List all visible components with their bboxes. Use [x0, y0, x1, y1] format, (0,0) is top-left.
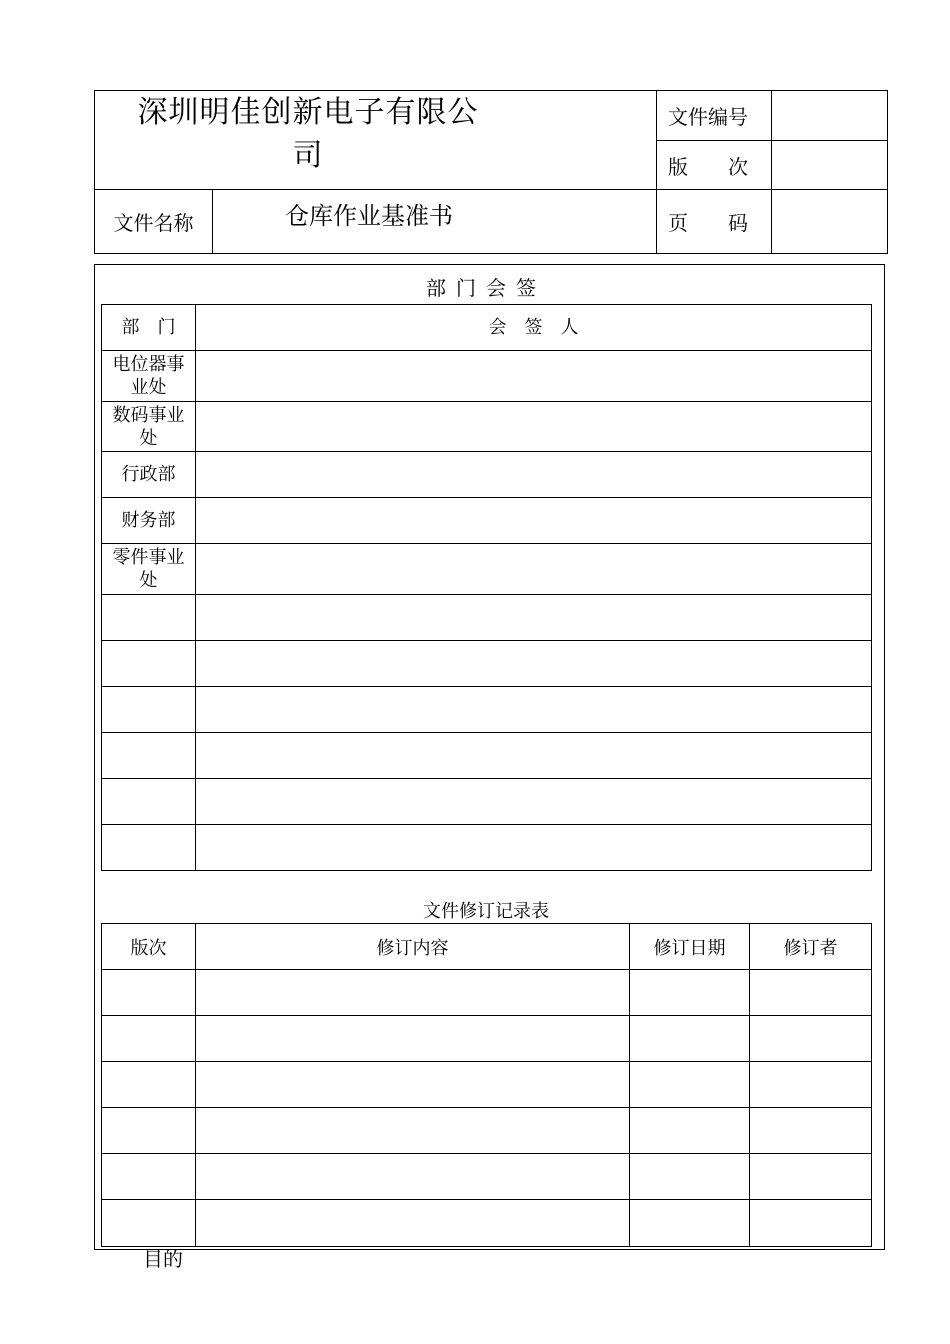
table-row [102, 402, 872, 452]
revision-col-content: 修订内容 [196, 924, 630, 970]
revision-date-cell[interactable] [630, 1108, 750, 1154]
signer-cell[interactable] [196, 544, 872, 595]
revision-col-reviser: 修订者 [750, 924, 872, 970]
revision-reviser-cell[interactable] [750, 1062, 872, 1108]
table-row [102, 733, 872, 779]
revision-date-cell[interactable] [630, 1016, 750, 1062]
revision-version-cell[interactable] [102, 1108, 196, 1154]
dept-cell: 零件事业处 [102, 544, 196, 595]
file-name-label: 文件名称 [95, 190, 213, 254]
signoff-col-dept: 部 门 [102, 305, 196, 351]
signer-cell[interactable] [196, 498, 872, 544]
revision-date-cell[interactable] [630, 970, 750, 1016]
table-row [102, 498, 872, 544]
signer-cell[interactable] [196, 351, 872, 402]
revision-version-cell[interactable] [102, 970, 196, 1016]
signer-cell[interactable] [196, 595, 872, 641]
signer-cell[interactable] [196, 452, 872, 498]
file-name-value: 仓库作业基准书 [213, 190, 657, 254]
dept-cell [102, 825, 196, 871]
purpose-heading: 目的 [143, 1247, 183, 1271]
revision-date-cell[interactable] [630, 1062, 750, 1108]
dept-cell [102, 733, 196, 779]
revision-table [101, 923, 872, 1247]
version-value [772, 141, 888, 190]
dept-cell: 财务部 [102, 498, 196, 544]
signer-cell[interactable] [196, 687, 872, 733]
revision-date-cell[interactable] [630, 1200, 750, 1247]
table-row [102, 687, 872, 733]
revision-version-cell[interactable] [102, 1016, 196, 1062]
page-number-value [772, 190, 888, 254]
version-label: 版 次 [657, 141, 772, 190]
signoff-table [101, 304, 872, 871]
revision-content-cell[interactable] [196, 1062, 630, 1108]
file-number-value [772, 91, 888, 141]
signoff-title: 部门会签 [426, 276, 546, 300]
dept-cell [102, 641, 196, 687]
file-number-label: 文件编号 [657, 91, 772, 141]
table-row [102, 595, 872, 641]
signer-cell[interactable] [196, 733, 872, 779]
table-row [102, 544, 872, 595]
revision-reviser-cell[interactable] [750, 1108, 872, 1154]
dept-cell: 电位器事业处 [102, 351, 196, 402]
page-number-label: 页 码 [657, 190, 772, 254]
revision-version-cell[interactable] [102, 1154, 196, 1200]
revision-col-version: 版次 [102, 924, 196, 970]
company-name-line2: 司 [292, 138, 324, 173]
revision-content-cell[interactable] [196, 1108, 630, 1154]
table-row [102, 1016, 872, 1062]
table-row [102, 641, 872, 687]
revision-reviser-cell[interactable] [750, 1154, 872, 1200]
revision-title: 文件修订记录表 [423, 901, 549, 922]
company-name-line1: 深圳明佳创新电子有限公 [137, 95, 479, 130]
table-row [102, 452, 872, 498]
signer-cell[interactable] [196, 825, 872, 871]
revision-col-date: 修订日期 [630, 924, 750, 970]
table-row [102, 1154, 872, 1200]
table-row [102, 1108, 872, 1154]
table-row [102, 970, 872, 1016]
revision-content-cell[interactable] [196, 1200, 630, 1247]
table-row [102, 779, 872, 825]
table-row [102, 825, 872, 871]
revision-date-cell[interactable] [630, 1154, 750, 1200]
signoff-col-signer: 会 签 人 [196, 305, 872, 351]
table-row [102, 1062, 872, 1108]
dept-cell: 行政部 [102, 452, 196, 498]
company-name-cell [95, 91, 657, 190]
revision-reviser-cell[interactable] [750, 1016, 872, 1062]
document-header-table [94, 90, 888, 254]
dept-cell [102, 687, 196, 733]
table-row [102, 351, 872, 402]
signer-cell[interactable] [196, 402, 872, 452]
revision-reviser-cell[interactable] [750, 1200, 872, 1247]
signer-cell[interactable] [196, 641, 872, 687]
revision-version-cell[interactable] [102, 1200, 196, 1247]
table-row [102, 1200, 872, 1247]
dept-cell [102, 779, 196, 825]
dept-cell [102, 595, 196, 641]
signer-cell[interactable] [196, 779, 872, 825]
dept-cell: 数码事业处 [102, 402, 196, 452]
revision-content-cell[interactable] [196, 970, 630, 1016]
revision-content-cell[interactable] [196, 1154, 630, 1200]
revision-content-cell[interactable] [196, 1016, 630, 1062]
revision-version-cell[interactable] [102, 1062, 196, 1108]
revision-reviser-cell[interactable] [750, 970, 872, 1016]
